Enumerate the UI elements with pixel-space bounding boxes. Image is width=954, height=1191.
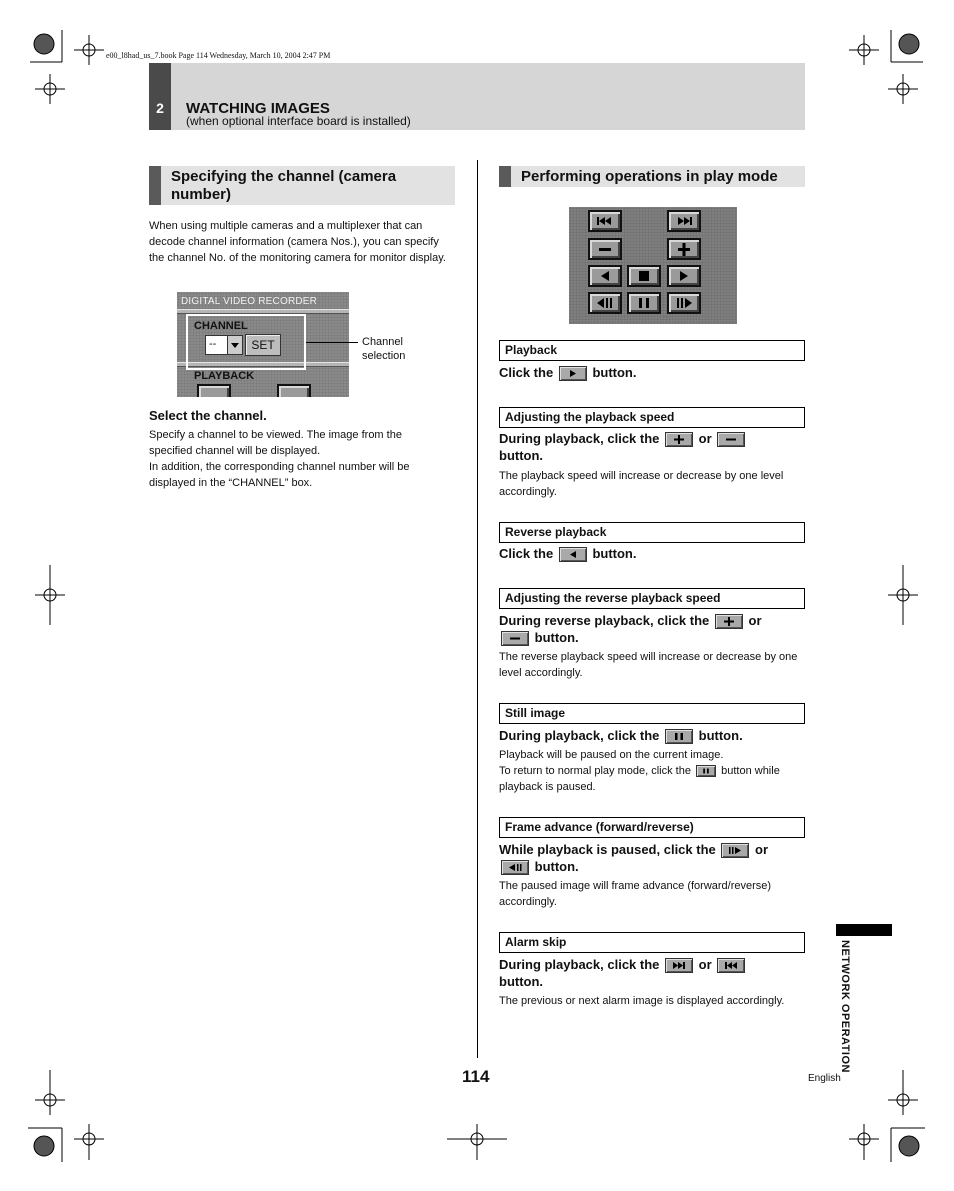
reverse-play-button[interactable] bbox=[588, 265, 622, 287]
play-control-panel bbox=[569, 207, 737, 324]
pause-icon bbox=[665, 729, 693, 744]
playback-heading: Playback bbox=[499, 340, 805, 361]
skip-back-button[interactable] bbox=[588, 210, 622, 232]
minus-icon bbox=[501, 631, 529, 646]
chapter-number: 2 bbox=[156, 100, 164, 116]
still-heading: Still image bbox=[499, 703, 805, 724]
page-number: 114 bbox=[462, 1067, 490, 1086]
select-channel-title: Select the channel. bbox=[149, 408, 267, 423]
reverse-text-a: Click the bbox=[499, 546, 554, 561]
file-info-line: e00_l8had_us_7.book Page 114 Wednesday, March 10, 2004 2:47 PM bbox=[106, 51, 331, 60]
plus-icon bbox=[665, 432, 693, 447]
select-channel-text-2: In addition, the corresponding channel number will be displayed in the “CHANNEL” box. bbox=[149, 461, 410, 489]
plus-button[interactable] bbox=[667, 238, 701, 260]
still-instruction bbox=[499, 727, 805, 744]
reverse-speed-text-a: During reverse playback, click the bbox=[499, 613, 710, 628]
reverse-speed-heading: Adjusting the reverse playback speed bbox=[499, 588, 805, 609]
speed-heading: Adjusting the playback speed bbox=[499, 407, 805, 428]
skip-forward-button[interactable] bbox=[667, 210, 701, 232]
still-text-b: button. bbox=[698, 728, 743, 743]
minus-button[interactable] bbox=[588, 238, 622, 260]
speed-text-a: During playback, click the bbox=[499, 431, 660, 446]
stop-button[interactable] bbox=[627, 265, 661, 287]
still-note-2 bbox=[499, 763, 805, 795]
dvr-forward-button[interactable] bbox=[277, 384, 311, 397]
dvr-rewind-button[interactable] bbox=[197, 384, 231, 397]
chevron-down-icon bbox=[227, 336, 242, 354]
still-note-2b: button while playback is paused. bbox=[499, 765, 780, 793]
channel-select[interactable] bbox=[205, 335, 243, 355]
dvr-title: DIGITAL VIDEO RECORDER bbox=[181, 296, 318, 307]
dvr-playback-label: PLAYBACK bbox=[194, 370, 255, 382]
play-icon bbox=[559, 366, 587, 381]
speed-note: The playback speed will increase or decrease by one level accordingly. bbox=[499, 470, 784, 498]
frame-forward-button[interactable] bbox=[667, 292, 701, 314]
alarm-note: The previous or next alarm image is displayed accordingly. bbox=[499, 995, 785, 1007]
channel-selection-callout bbox=[362, 335, 405, 363]
frame-reverse-button[interactable] bbox=[588, 292, 622, 314]
playback-text-a: Click the bbox=[499, 365, 554, 380]
frame-forward-icon bbox=[721, 843, 749, 858]
reverse-heading: Reverse playback bbox=[499, 522, 805, 543]
alarm-or: or bbox=[698, 957, 712, 972]
frame-instruction bbox=[499, 841, 805, 875]
reverse-instruction bbox=[499, 545, 805, 562]
speed-or: or bbox=[698, 431, 712, 446]
frame-text-b: button. bbox=[534, 859, 579, 875]
reverse-text-b: button. bbox=[592, 546, 637, 561]
alarm-text-b: button. bbox=[499, 974, 544, 990]
plus-icon bbox=[715, 614, 743, 629]
pause-button[interactable] bbox=[627, 292, 661, 314]
reverse-play-icon bbox=[559, 547, 587, 562]
minus-icon bbox=[717, 432, 745, 447]
speed-instruction bbox=[499, 430, 805, 464]
side-tab-label: NETWORK OPERATION bbox=[839, 940, 851, 1073]
callout-line-2: selection bbox=[362, 350, 406, 362]
reverse-speed-note: The reverse playback speed will increase or decrease by one level accordingly. bbox=[499, 651, 798, 679]
callout-line-1: Channel bbox=[362, 336, 403, 348]
chapter-title: WATCHING IMAGES bbox=[186, 100, 330, 117]
column-divider bbox=[477, 160, 478, 1058]
frame-heading: Frame advance (forward/reverse) bbox=[499, 817, 805, 838]
set-button[interactable]: SET bbox=[245, 334, 281, 356]
skip-forward-icon bbox=[665, 958, 693, 973]
channel-intro-text: When using multiple cameras and a multiplexer that can decode channel information (camera Nos.), you can specify the channel No. of the monitoring camera for monitor display. bbox=[149, 220, 446, 264]
reverse-speed-or: or bbox=[748, 613, 762, 628]
callout-line bbox=[306, 342, 358, 343]
dvr-channel-label: CHANNEL bbox=[194, 320, 248, 332]
alarm-heading: Alarm skip bbox=[499, 932, 805, 953]
language-label: English bbox=[808, 1073, 841, 1084]
still-text-a: During playback, click the bbox=[499, 728, 660, 743]
chapter-subtitle: (when optional interface board is installed) bbox=[186, 114, 411, 128]
still-note-2a: To return to normal play mode, click the bbox=[499, 765, 691, 777]
frame-note: The paused image will frame advance (forward/reverse) accordingly. bbox=[499, 880, 772, 908]
alarm-instruction bbox=[499, 956, 805, 990]
frame-text-a: While playback is paused, click the bbox=[499, 842, 716, 857]
side-tab-bar bbox=[836, 924, 892, 936]
chapter-tab bbox=[149, 63, 171, 130]
channel-select-value: -- bbox=[209, 338, 217, 350]
pause-icon bbox=[696, 765, 716, 777]
still-note-1: Playback will be paused on the current image. bbox=[499, 749, 724, 761]
section-heading-channel: Specifying the channel (camera number) bbox=[149, 166, 455, 205]
section-heading-play-mode: Performing operations in play mode bbox=[499, 166, 805, 187]
reverse-speed-text-b: button. bbox=[534, 630, 579, 646]
play-button[interactable] bbox=[667, 265, 701, 287]
reverse-speed-instruction bbox=[499, 612, 805, 646]
select-channel-text-1: Specify a channel to be viewed. The image from the specified channel will be displayed. bbox=[149, 429, 402, 457]
playback-instruction bbox=[499, 364, 805, 381]
skip-back-icon bbox=[717, 958, 745, 973]
speed-text-b: button. bbox=[499, 448, 544, 464]
playback-text-b: button. bbox=[592, 365, 637, 380]
frame-or: or bbox=[755, 842, 768, 857]
dvr-channel-screenshot bbox=[177, 292, 349, 397]
alarm-text-a: During playback, click the bbox=[499, 957, 660, 972]
frame-reverse-icon bbox=[501, 860, 529, 875]
